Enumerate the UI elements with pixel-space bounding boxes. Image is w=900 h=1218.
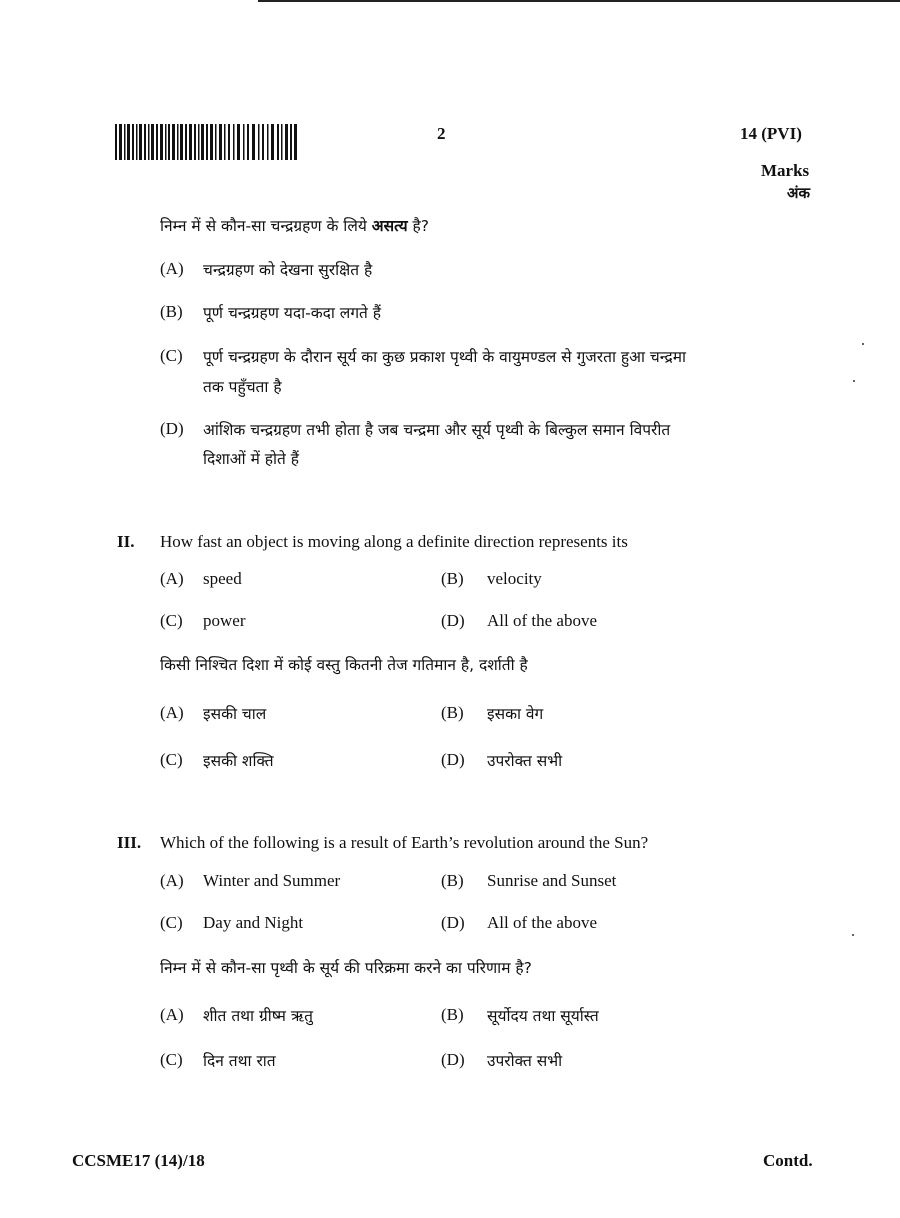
option-text: Winter and Summer xyxy=(203,871,341,890)
option-letter: (D) xyxy=(441,750,465,769)
option-letter: (B) xyxy=(441,569,464,588)
question-number: III. xyxy=(117,833,142,852)
option-text: दिन तथा रात xyxy=(203,1052,276,1070)
option-text: उपरोक्त सभी xyxy=(487,1052,563,1070)
option-letter: (D) xyxy=(441,1050,465,1069)
question-stem-en: How fast an object is moving along a definite direction represents its xyxy=(160,532,628,551)
option-text: शीत तथा ग्रीष्म ऋतु xyxy=(203,1007,313,1025)
footer-contd: Contd. xyxy=(763,1151,813,1170)
option-letter: (D) xyxy=(441,913,465,932)
option-text: सूर्योदय तथा सूर्यास्त xyxy=(487,1007,599,1025)
option-text: Day and Night xyxy=(203,913,304,932)
option-text-line2: तक पहुँचता है xyxy=(203,378,282,396)
option-text: इसकी शक्ति xyxy=(203,752,274,770)
option-letter: (C) xyxy=(160,750,183,769)
option-letter: (B) xyxy=(441,1005,464,1024)
option-letter: (C) xyxy=(160,913,183,932)
option-text-line1: पूर्ण चन्द्रग्रहण के दौरान सूर्य का कुछ प्रकाश पृथ्वी के वायुमण्डल से गुजरता हुआ चन्द्रमा xyxy=(203,348,687,366)
scan-speck xyxy=(853,380,855,382)
option-letter: (B) xyxy=(160,302,183,321)
option-text-line1: आंशिक चन्द्रग्रहण तभी होता है जब चन्द्रमा और सूर्य पृथ्वी के बिल्कुल समान विपरीत xyxy=(203,421,671,439)
top-rule xyxy=(258,0,900,2)
marks-label-hi: अंक xyxy=(787,184,810,202)
option-letter: (A) xyxy=(160,569,184,588)
option-letter: (A) xyxy=(160,871,184,890)
barcode-image xyxy=(115,124,300,160)
option-letter: (B) xyxy=(441,871,464,890)
option-letter: (D) xyxy=(441,611,465,630)
option-text: Sunrise and Sunset xyxy=(487,871,617,890)
option-text: speed xyxy=(203,569,242,588)
footer-code: CCSME17 (14)/18 xyxy=(72,1151,205,1170)
paper-code: 14 (PVI) xyxy=(740,124,802,143)
option-text: उपरोक्त सभी xyxy=(487,752,563,770)
option-letter: (C) xyxy=(160,611,183,630)
scan-speck xyxy=(852,934,854,936)
option-text: पूर्ण चन्द्रग्रहण यदा-कदा लगते हैं xyxy=(203,304,382,322)
marks-label-en: Marks xyxy=(761,161,810,180)
option-letter: (A) xyxy=(160,1005,184,1024)
option-letter: (A) xyxy=(160,259,184,278)
option-text: velocity xyxy=(487,569,542,588)
option-text: All of the above xyxy=(487,611,597,630)
option-letter: (A) xyxy=(160,703,184,722)
question-stem-hi: निम्न में से कौन-सा पृथ्वी के सूर्य की परिक्रमा करने का परिणाम है? xyxy=(160,959,532,977)
option-letter: (D) xyxy=(160,419,184,438)
option-letter: (B) xyxy=(441,703,464,722)
option-letter: (C) xyxy=(160,1050,183,1069)
option-text: इसका वेग xyxy=(487,705,544,723)
option-text-line2: दिशाओं में होते हैं xyxy=(203,450,300,468)
option-text: All of the above xyxy=(487,913,597,932)
option-text: चन्द्रग्रहण को देखना सुरक्षित है xyxy=(203,261,373,279)
question-stem-hi: निम्न में से कौन-सा चन्द्रग्रहण के लिये असत्य है? xyxy=(160,217,429,235)
question-stem-en: Which of the following is a result of Earth’s revolution around the Sun? xyxy=(160,833,649,852)
question-stem-hi: किसी निश्चित दिशा में कोई वस्तु कितनी तेज गतिमान है, दर्शाती है xyxy=(160,656,528,674)
option-text: इसकी चाल xyxy=(203,705,267,723)
option-text: power xyxy=(203,611,246,630)
option-letter: (C) xyxy=(160,346,183,365)
page-number: 2 xyxy=(437,124,446,143)
scan-speck xyxy=(862,343,864,345)
question-number: II. xyxy=(117,532,135,551)
